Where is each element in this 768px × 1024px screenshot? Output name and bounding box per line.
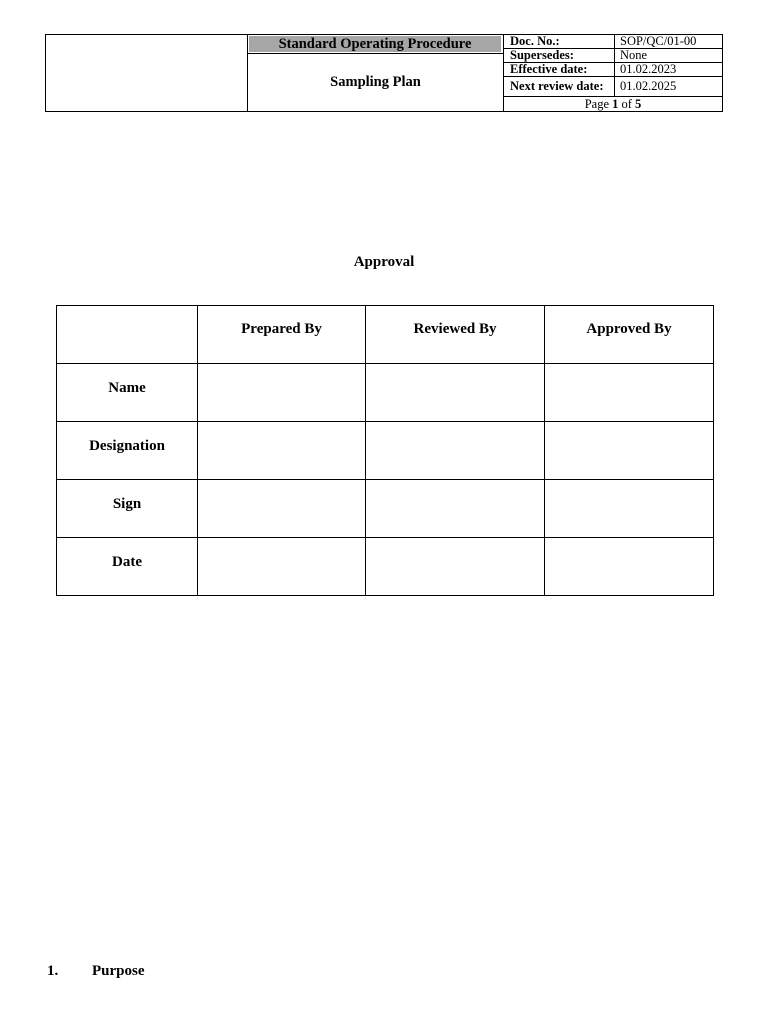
date-prepared-cell[interactable] [198, 538, 366, 596]
sign-approved-cell[interactable] [545, 480, 714, 538]
approval-heading: Approval [353, 254, 415, 270]
date-approved-cell[interactable] [545, 538, 714, 596]
sop-title: Standard Operating Procedure [249, 36, 501, 52]
row-label-sign: Sign [57, 480, 198, 538]
row-label-designation: Designation [57, 422, 198, 480]
meta-row-doc-no [504, 35, 722, 49]
section-title: Purpose [92, 963, 145, 979]
logo-area [46, 35, 248, 111]
row-label-date: Date [57, 538, 198, 596]
name-approved-cell[interactable] [545, 364, 714, 422]
section-heading-purpose [47, 962, 145, 980]
page-number [504, 97, 722, 111]
meta-label: Effective date: [510, 62, 588, 76]
column-header-blank [57, 306, 198, 364]
meta-label: Supersedes: [510, 48, 574, 62]
meta-label: Next review date: [510, 79, 604, 93]
meta-row-supersedes [504, 49, 722, 63]
approval-table [56, 305, 714, 596]
title-divider [248, 53, 503, 54]
column-header-approved-by: Approved By [545, 306, 714, 364]
meta-value: 01.02.2023 [620, 62, 677, 76]
approval-row-date [57, 538, 714, 596]
approval-header-row [57, 306, 714, 364]
designation-prepared-cell[interactable] [198, 422, 366, 480]
page-total: 5 [635, 97, 642, 111]
date-reviewed-cell[interactable] [366, 538, 545, 596]
document-header [45, 34, 723, 112]
page-current: 1 [612, 97, 619, 111]
meta-row-next-review [504, 77, 722, 97]
meta-row-effective-date [504, 63, 722, 77]
document-meta [504, 35, 722, 111]
page-prefix: Page [584, 97, 609, 111]
meta-value: None [620, 48, 648, 62]
sign-prepared-cell[interactable] [198, 480, 366, 538]
header-title-block [248, 35, 504, 111]
meta-label: Doc. No.: [510, 34, 560, 48]
document-title: Sampling Plan [330, 74, 421, 90]
sign-reviewed-cell[interactable] [366, 480, 545, 538]
column-header-reviewed-by: Reviewed By [366, 306, 545, 364]
designation-reviewed-cell[interactable] [366, 422, 545, 480]
designation-approved-cell[interactable] [545, 422, 714, 480]
name-prepared-cell[interactable] [198, 364, 366, 422]
column-header-prepared-by: Prepared By [198, 306, 366, 364]
approval-row-designation [57, 422, 714, 480]
row-label-name: Name [57, 364, 198, 422]
approval-row-name [57, 364, 714, 422]
approval-row-sign [57, 480, 714, 538]
section-number: 1. [47, 963, 59, 979]
page-of: of [621, 97, 632, 111]
meta-value: SOP/QC/01-00 [620, 34, 697, 48]
meta-value: 01.02.2025 [620, 79, 677, 93]
name-reviewed-cell[interactable] [366, 364, 545, 422]
